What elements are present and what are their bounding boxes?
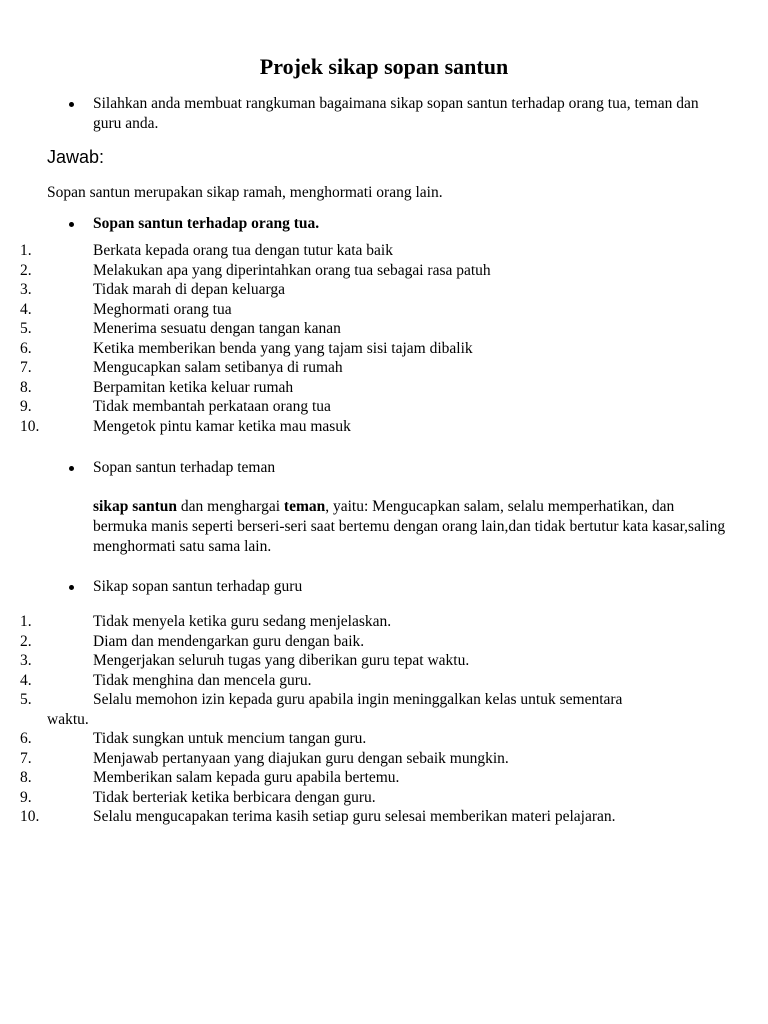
item-number: 3.	[20, 281, 32, 298]
item-number: 9.	[20, 398, 32, 415]
item-number: 8.	[20, 769, 32, 786]
item-text: Tidak marah di depan keluarga	[93, 281, 285, 298]
list-item	[0, 300, 768, 320]
list-item	[0, 612, 768, 632]
item-text-continuation: waktu.	[47, 710, 89, 728]
item-number: 1.	[20, 613, 32, 630]
bullet-icon	[69, 102, 74, 107]
bold-term: sikap santun	[93, 498, 178, 515]
item-number: 6.	[20, 730, 32, 747]
item-text: Mengucapkan salam setibanya di rumah	[93, 359, 343, 376]
section-heading-text: Sopan santun terhadap orang tua.	[93, 215, 320, 232]
paragraph-text: , yaitu: Mengucapkan salam, selalu memperhatikan, dan bermuka manis seperti berseri-seri saat bertemu dengan orang lain,dan tidak bertutur kata kasar,saling menghormati satu sama lain.	[93, 498, 726, 555]
item-text: Tidak menyela ketika guru sedang menjelaskan.	[93, 613, 392, 630]
list-item	[0, 632, 768, 652]
section-friends-heading	[93, 458, 728, 478]
list-item	[0, 241, 768, 261]
item-text: Menjawab pertanyaan yang diajukan guru dengan sebaik mungkin.	[93, 749, 509, 767]
item-number: 7.	[20, 749, 32, 767]
item-number: 4.	[20, 671, 32, 689]
section-heading-text: Sopan santun terhadap teman	[93, 459, 276, 476]
item-number: 2.	[20, 261, 32, 279]
item-text: Berkata kepada orang tua dengan tutur kata baik	[93, 242, 393, 259]
parents-list	[0, 241, 768, 436]
list-item	[0, 690, 768, 729]
teacher-list	[0, 612, 768, 827]
item-text: Selalu mengucapakan terima kasih setiap guru selesai memberikan materi pelajaran.	[93, 808, 616, 825]
page-title: Projek sikap sopan santun	[259, 54, 509, 79]
item-number: 1.	[20, 242, 32, 259]
item-number: 5.	[20, 691, 32, 708]
list-item	[0, 768, 768, 788]
item-text: Melakukan apa yang diperintahkan orang tua sebagai rasa patuh	[93, 261, 491, 279]
friends-paragraph	[93, 497, 728, 557]
list-item	[0, 749, 768, 769]
bullet-icon	[69, 222, 74, 227]
bullet-icon	[69, 585, 74, 590]
list-item	[0, 651, 768, 671]
list-item	[0, 397, 768, 417]
list-item	[0, 378, 768, 398]
item-text: Mengetok pintu kamar ketika mau masuk	[93, 417, 351, 435]
bullet-icon	[69, 466, 74, 471]
item-text: Selalu memohon izin kepada guru apabila ingin meninggalkan kelas untuk sementara	[93, 691, 623, 708]
item-number: 10.	[20, 808, 40, 825]
list-item	[0, 729, 768, 749]
list-item	[0, 339, 768, 359]
item-number: 2.	[20, 632, 32, 650]
section-heading-text: Sikap sopan santun terhadap guru	[93, 578, 303, 595]
list-item	[0, 319, 768, 339]
item-text: Tidak menghina dan mencela guru.	[93, 671, 312, 689]
item-text: Menerima sesuatu dengan tangan kanan	[93, 320, 341, 337]
instruction-bullet	[93, 94, 728, 134]
item-number: 5.	[20, 320, 32, 337]
item-text: Tidak membantah perkataan orang tua	[93, 398, 331, 415]
list-item	[0, 417, 768, 437]
list-item	[0, 671, 768, 691]
section-teacher-heading	[93, 577, 728, 597]
item-number: 8.	[20, 378, 32, 396]
item-number: 6.	[20, 339, 32, 357]
item-text: Memberikan salam kepada guru apabila bertemu.	[93, 769, 400, 786]
list-item	[0, 788, 768, 808]
instruction-text: Silahkan anda membuat rangkuman bagaimana sikap sopan santun terhadap orang tua, teman dan guru anda.	[93, 95, 699, 132]
item-number: 3.	[20, 652, 32, 669]
item-number: 7.	[20, 359, 32, 376]
bold-term: teman	[283, 498, 326, 515]
item-number: 9.	[20, 788, 32, 806]
list-item	[0, 807, 768, 827]
item-text: Tidak berteriak ketika berbicara dengan guru.	[93, 788, 376, 806]
list-item	[0, 261, 768, 281]
answer-label: Jawab:	[47, 147, 105, 167]
paragraph-text: dan menghargai	[177, 498, 284, 515]
definition-text: Sopan santun merupakan sikap ramah, menghormati orang lain.	[47, 184, 443, 201]
list-item	[0, 358, 768, 378]
item-number: 10.	[20, 417, 40, 435]
item-text: Mengerjakan seluruh tugas yang diberikan guru tepat waktu.	[93, 652, 470, 669]
item-text: Diam dan mendengarkan guru dengan baik.	[93, 632, 365, 650]
item-text: Ketika memberikan benda yang yang tajam sisi tajam dibalik	[93, 339, 473, 357]
item-text: Meghormati orang tua	[93, 300, 232, 318]
item-text: Berpamitan ketika keluar rumah	[93, 378, 294, 396]
list-item	[0, 280, 768, 300]
item-text: Tidak sungkan untuk mencium tangan guru.	[93, 730, 367, 747]
section-parents-heading	[93, 214, 728, 234]
item-number: 4.	[20, 300, 32, 318]
